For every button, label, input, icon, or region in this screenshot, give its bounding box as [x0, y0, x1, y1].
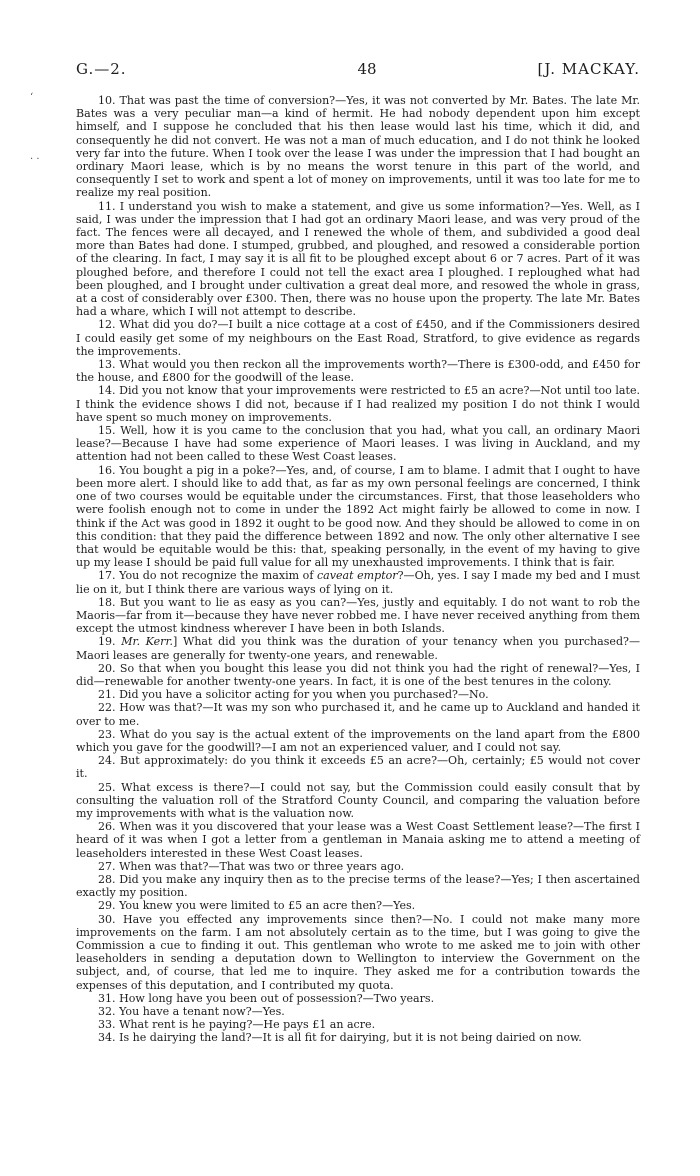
witness-name: [J. MACKAY. — [537, 60, 640, 78]
paragraph — [76, 569, 640, 595]
paragraph: 12. What did you do?—I built a nice cottage at a cost of £450, and if the Commissioners desired I could easily get some of my neighbours on the East Road, Stratford, to give evidence as regards the improvements. — [76, 318, 640, 358]
paragraph: 32. You have a tenant now?—Yes. — [98, 1005, 285, 1019]
paragraph: 27. When was that?—That was two or three years ago. — [98, 859, 405, 873]
speaker-name: Mr. Kerr. — [121, 635, 174, 649]
paragraph — [76, 635, 640, 661]
document-body — [76, 94, 640, 1045]
margin-mark: ‘ — [30, 92, 34, 103]
paragraph: 16. You bought a pig in a poke?—Yes, and, of course, I am to blame. I admit that I ought to have been more alert. I should like to add that, as far as my own personal feelings are concerned, I think one of two courses would be equitable under the circumstances. First, that those leaseholders who were foolish enough not to come in under the 1892 Act might fairly be allowed to come in now. I think if the Act was good in 1892 it ought to be good now. And they should be allowed to come in on this condition: that they paid the difference between 1892 and now. The only other alternative I see that would be equitable would be this: that, speaking personally, in the event of my having to give up my lease I should be paid full value for all my unexhausted improvements. I think that is fair. — [76, 463, 640, 570]
paragraph: 29. You knew you were limited to £5 an acre then?—Yes. — [98, 899, 416, 913]
paragraph: 20. So that when you bought this lease you did not think you had the right of renewal?—Yes, I did—renewable for another twenty-one years. In fact, it is one of the best tenures in the colony. — [76, 661, 640, 688]
paragraph: 23. What do you say is the actual extent of the improvements on the land apart from the £800 which you gave for the goodwill?—I am not an experienced valuer, and I could not say. — [76, 727, 640, 754]
paragraph: 26. When was it you discovered that your lease was a West Coast Settlement lease?—The first I heard of it was when I got a letter from a gentleman in Manaia asking me to attend a meeting of leaseholders interested in these West Coast leases. — [76, 820, 640, 860]
paragraph: 10. That was past the time of conversion?—Yes, it was not converted by Mr. Bates. The late Mr. Bates was a very peculiar man—a kind of hermit. He had nobody dependent upon him except himself, and I suppose he concluded that his then lease would last his time, which it did, and consequently he did not convert. He was not a man of much education, and I do not think he looked very far into the future. When I took over the lease I was under the impression that I had bought an ordinary Maori lease, which is by no means the worst tenure in this part of the world, and consequently I set to work and spent a lot of money on improvements, until it was too late for me to realize my real position. — [76, 94, 640, 200]
paragraph: 28. Did you make any inquiry then as to the precise terms of the lease?—Yes; I then ascertained exactly my position. — [76, 872, 640, 900]
paragraph: 21. Did you have a solicitor acting for you when you purchased?—No. — [98, 688, 489, 702]
paragraph: 24. But approximately: do you think it exceeds £5 an acre?—Oh, certainly; £5 would not cover it. — [76, 754, 640, 781]
paragraph: 30. Have you effected any improvements since then?—No. I could not make many more improvements on the farm. I am not absolutely certain as to the time, but I was going to give the Commission a cue to finding it out. This gentleman who wrote to me asked me to join with other leaseholders in sending a deputation down to Wellington to interview the Government on the subject, and, of course, that led me to inquire. They asked me for a contribution towards the expenses of this deputation, and I contributed my quota. — [76, 912, 640, 992]
paragraph-text: ?—Oh, yes. I say I made my bed and I must lie on it, but I think there are various ways of lying on it. — [76, 569, 640, 596]
page-header — [76, 60, 640, 78]
document-reference: G.—2. — [76, 60, 127, 78]
paragraph: 11. I understand you wish to make a statement, and give us some information?—Yes. Well, as I said, I was under the impression that I had got an ordinary Maori lease, and was very proud of the fact. The fences were all decayed, and I renewed the whole of them, and subdivided a good deal more than Bates had done. I stumped, grubbed, and ploughed, and resowed a considerable portion of the clearing. In fact, I may say it is all fit to be ploughed except about 6 or 7 acres. Part of it was ploughed before, and therefore I could not tell the exact area I ploughed. I reploughed what had been ploughed, and I brought under cultivation a great deal more, and resowed the whole in grass, at a cost of considerably over £300. Then, there was no house upon the property. The late Mr. Bates had a whare, which I will not attempt to describe. — [76, 199, 640, 319]
paragraph: 14. Did you not know that your improvements were restricted to £5 an acre?—Not until too late. I think the evidence shows I did not, because if I had realized my position I do not think I would have spent so much money on improvements. — [76, 384, 640, 424]
paragraph: 34. Is he dairying the land?—It is all fit for dairying, but it is not being dairied on now. — [98, 1031, 582, 1045]
margin-mark: · · — [30, 154, 40, 165]
paragraph: 31. How long have you been out of possession?—Two years. — [98, 991, 435, 1005]
paragraph: 33. What rent is he paying?—He pays £1 an acre. — [98, 1018, 376, 1032]
paragraph: 22. How was that?—It was my son who purchased it, and he came up to Auckland and handed it over to me. — [76, 701, 640, 728]
page-number: 48 — [357, 60, 377, 78]
paragraph: 13. What would you then reckon all the improvements worth?—There is £300-odd, and £450 for the house, and £800 for the goodwill of the lease. — [76, 358, 640, 385]
paragraph: 15. Well, how it is you came to the conclusion that you had, what you call, an ordinary Maori lease?—Because I have had some experience of Maori leases. I was living in Auckland, and my attention had not been called to these West Coast leases. — [76, 424, 640, 464]
paragraph-text: 19. — [98, 635, 122, 649]
paragraph-text: 17. You do not recognize the maxim of — [98, 569, 317, 583]
paragraph: 18. But you want to lie as easy as you can?—Yes, justly and equitably. I do not want to rob the Maoris—far from it—because they have never robbed me. I have never received anything from them except the utmost kindness wherever I have been in both Islands. — [76, 595, 640, 636]
italic-phrase: caveat emptor — [316, 569, 398, 583]
paragraph-text: ] What did you think was the duration of your tenancy when you purchased?—Maori leases are generally for twenty-one years, and renewable. — [76, 635, 640, 662]
paragraph: 25. What excess is there?—I could not say, but the Commission could easily consult that by consulting the valuation roll of the Stratford County Council, and comparing the valuation before my improvements with what is the valuation now. — [76, 780, 640, 820]
